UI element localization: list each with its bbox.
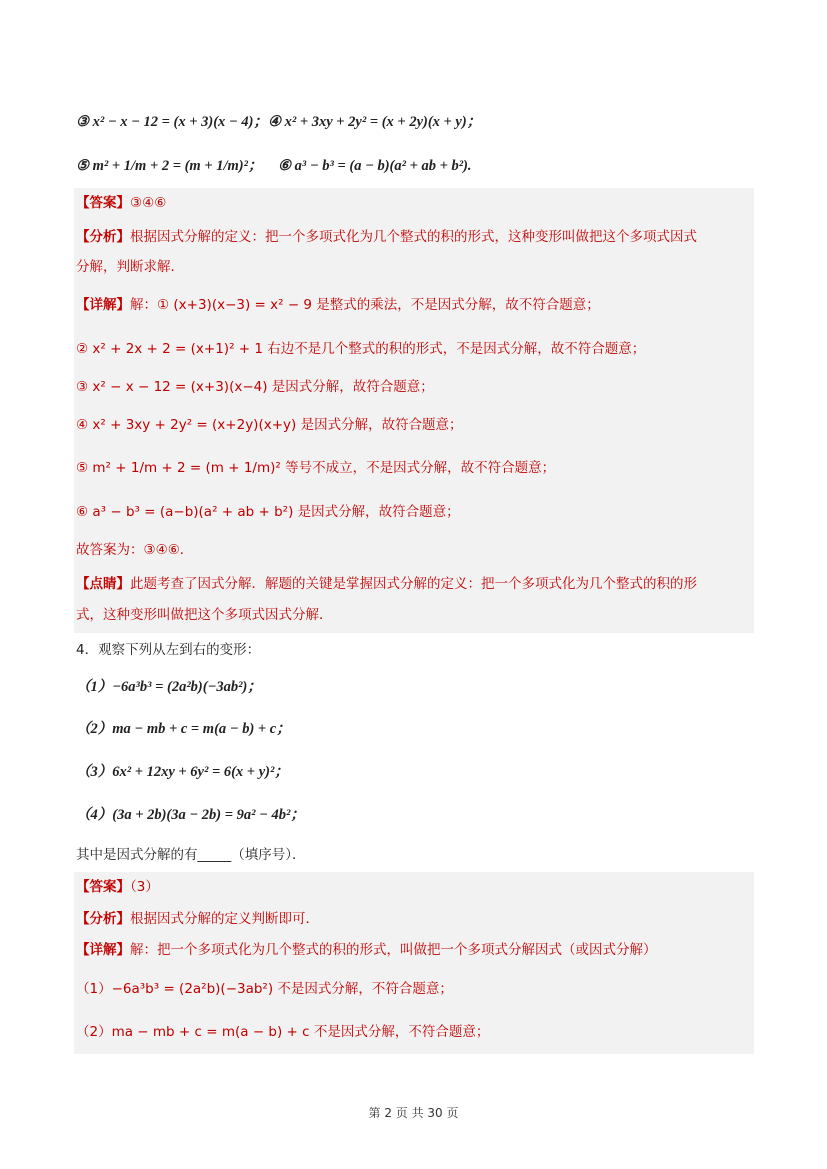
q4-answer-tag: 【答案】 [76,879,130,895]
detail-line-6: ⑥ a³ − b³ = (a−b)(a² + ab + b²) 是因式分解，故符合题意； [76,504,460,520]
q4-detail-text-0: 解：把一个多项式化为几个整式的积的形式，叫做把一个多项式分解因式（或因式分解） [130,942,657,958]
q4-analysis-tag: 【分析】 [76,911,130,927]
comment-tag: 【点睛】 [76,576,130,592]
q4-analysis-text: 根据因式分解的定义判断即可． [130,911,319,927]
detail-line-3: ③ x² − x − 12 = (x+3)(x−4) 是因式分解，故符合题意； [76,379,434,395]
q4-answer-line [76,878,159,896]
analysis-tag: 【分析】 [76,229,130,245]
q4-detail-line-0 [76,941,657,959]
solution-box-q3 [74,188,754,633]
conclusion-line: 故答案为：③④⑥． [76,542,194,558]
detail-line-5: ⑤ m² + 1/m + 2 = (m + 1/m)² 等号不成立，不是因式分解，故不符合题意； [76,460,556,476]
option-5: ⑤ m² + 1/m + 2 = (m + 1/m)²； [76,158,263,174]
option-6: ⑥ a³ − b³ = (a − b)(a² + ab + b²). [278,158,472,174]
q4-item-4: （4）(3a + 2b)(3a − 2b) = 9a² − 4b²； [76,807,305,823]
q4-item-1: （1）−6a³b³ = (2a²b)(−3ab²)； [76,679,262,695]
answer-tag: 【答案】 [76,195,130,211]
comment-text-1: 此题考查了因式分解．解题的关键是掌握因式分解的定义：把一个多项式化为几个整式的积的形 [130,576,697,592]
detail-line-1 [76,296,600,314]
detail-line-4: ④ x² + 3xy + 2y² = (x+2y)(x+y) 是因式分解，故符合题意； [76,417,463,433]
option-4: ④ x² + 3xy + 2y² = (x + 2y)(x + y)； [268,114,482,130]
q4-detail-line-2: （2）ma − mb + c = m(a − b) + c 不是因式分解，不符合题意； [76,1024,490,1040]
question-4-stem: 4．观察下列从左到右的变形： [76,642,261,658]
q4-item-3: （3）6x² + 12xy + 6y² = 6(x + y)²； [76,764,289,780]
analysis-line-1 [76,228,697,246]
q4-analysis-line [76,910,319,928]
page-footer: 第 2 页 共 30 页 [368,1106,459,1120]
answer-line [76,194,166,212]
q4-answer-value: （3） [130,879,159,895]
comment-line-2: 式，这种变形叫做把这个多项式因式分解． [76,607,333,623]
q4-detail-line-1: （1）−6a³b³ = (2a²b)(−3ab²) 不是因式分解，不符合题意； [76,981,453,997]
q4-detail-tag: 【详解】 [76,942,130,958]
q4-item-2: （2）ma − mb + c = m(a − b) + c； [76,721,291,737]
detail-line-2: ② x² + 2x + 2 = (x+1)² + 1 右边不是几个整式的积的形式，不是因式分解，故不符合题意； [76,341,646,357]
detail-tag: 【详解】 [76,297,130,313]
option-3: ③ x² − x − 12 = (x + 3)(x − 4)； [76,114,268,130]
q4-question: 其中是因式分解的有_____（填序号）． [76,847,306,863]
detail-text-1: 解：① (x+3)(x−3) = x² − 9 是整式的乘法，不是因式分解，故不符合题意； [130,297,600,313]
analysis-text-1: 根据因式分解的定义：把一个多项式化为几个整式的积的形式，这种变形叫做把这个多项式因式 [130,229,697,245]
comment-line-1 [76,575,697,593]
answer-value: ③④⑥ [130,195,167,211]
analysis-line-2: 分解，判断求解． [76,259,184,275]
